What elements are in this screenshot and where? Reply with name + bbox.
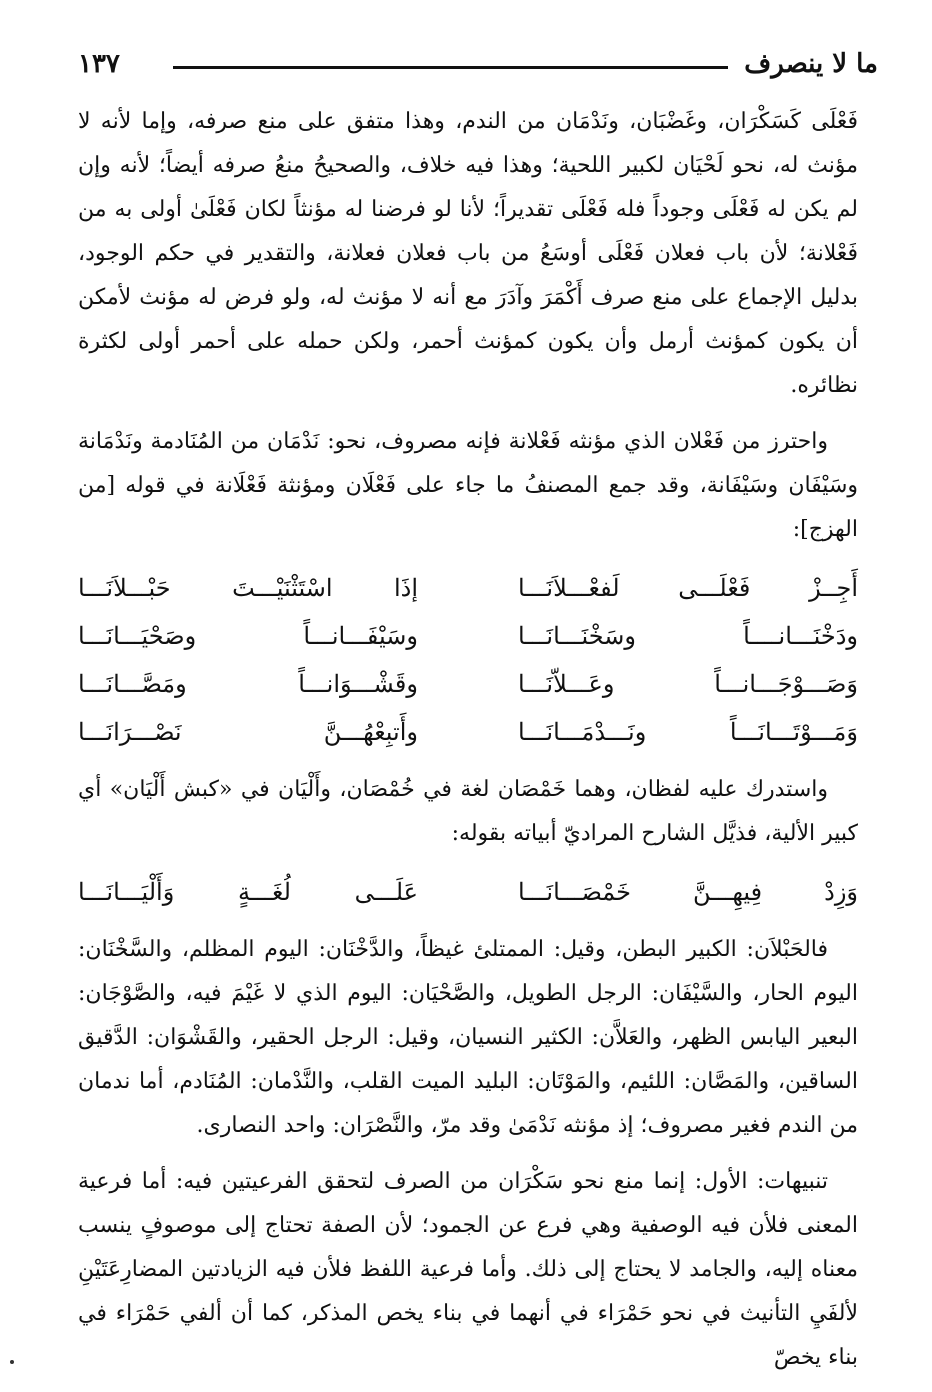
page-header <box>78 44 878 84</box>
verse-line <box>78 612 858 660</box>
verse-first-hemistich: ودَخْنَـــانــــاً وسَخْنَـــانَـــا <box>518 622 858 650</box>
verse-line <box>78 660 858 708</box>
verse-second-hemistich: وأَتبِعْهُـــنَّ نَصْـــرَانَـــا <box>78 718 418 746</box>
scan-mark <box>10 1360 14 1364</box>
verse-second-hemistich: عَلَـــى لُغَـــةٍ وَأَلْيَـــانَـــا <box>78 878 418 906</box>
verse-line <box>78 708 858 756</box>
verse-first-hemistich: أَجِــزْ فَعْلَـــى لَفعْـــلاَنَـــا <box>518 574 858 602</box>
verse-block <box>78 564 858 756</box>
verse-second-hemistich: وقَشْـــوَانـــاً ومَصَّـــانَـــا <box>78 670 418 698</box>
header-rule <box>173 66 728 69</box>
paragraph: واستدرك عليه لفظان، وهما خَمْصَان لغة في خُمْصَان، وأَلْيَان في «كبش أَلْيَان» أي كبير الألية، فذيَّل الشارح المراديّ أبياته بقوله: <box>78 777 858 846</box>
page-body <box>78 100 858 1392</box>
paragraph: تنبيهات: الأول: إنما منع نحو سَكْرَان من الصرف لتحقق الفرعيتين فيه: أما فرعية المعنى فلأن فيه الوصفية وهي فرع عن الجمود؛ لأن الصفة تحتاج إلى موصوفٍ ينسب معناه إليه، والجامد لا يحتاج إلى ذلك. وأما فرعية اللفظ فلأن فيه الزيادتين المضارِعَتَيْنِ لألفَيِ التأنيث في نحو حَمْرَاء في أنهما في بناء يخص المذكر، كما أن ألفي حَمْرَاء في بناء يخصّ <box>78 1169 858 1370</box>
verse-second-hemistich: إذَا اسْتَثْنَيْـــتَ حَبْـــلاَنَـــا <box>78 574 418 602</box>
verse-line <box>78 868 858 916</box>
verse-line <box>78 564 858 612</box>
verse-first-hemistich: وَمَـــوْتَـــانَـــاً ونَـــدْمَـــانَـــا <box>518 718 858 746</box>
paragraph: واحترز من فَعْلان الذي مؤنثه فَعْلانة فإنه مصروف، نحو: نَدْمَان من المُنَادمة ونَدْمَانة وسَيْفَان وسَيْفَانة، وقد جمع المصنفُ ما جاء على فَعْلَان ومؤنثة فَعْلَانة في قوله [من الهزج]: <box>78 429 858 542</box>
chapter-title: ما لا ينصرف <box>744 49 878 79</box>
verse-first-hemistich: وَزِدْ فِيهِـــنَّ خَمْصَـــانَـــا <box>518 878 858 906</box>
verse-block <box>78 868 858 916</box>
verse-second-hemistich: وسَيْفَـــانـــاً وصَحْيَـــانَـــا <box>78 622 418 650</box>
verse-first-hemistich: وَصَـــوْجَـــانـــاً وعَـــلاّنَـــا <box>518 670 858 698</box>
paragraph: فالحَبْلاَن: الكبير البطن، وقيل: الممتلئ غيظاً، والدَّخْنَان: اليوم المظلم، والسَّخْنَان: اليوم الحار، والسَّيْفَان: الرجل الطويل، والصَّحْيَان: اليوم الذي لا غَيْمَ فيه، والصَّوْجَان: البعير اليابس الظهر، والعَلاَّن: الكثير النسيان، وقيل: الرجل الحقير، والقَشْوَان: الدَّقيق الساقين، والمَصَّان: اللئيم، والمَوْتَان: البليد الميت القلب، والنَّدْمان: المُنَادم، أما ندمان من الندم فغير مصروف؛ إذ مؤنثه نَدْمَىٰ وقد مرّ، والنَّصْرَان: واحد النصارى. <box>78 937 858 1138</box>
paragraph: فَعْلَى كَسَكْرَان، وغَضْبَان، ونَدْمَان من الندم، وهذا متفق على منع صرفه، وإما لأنه لا مؤنث له، نحو لَحْيَان لكبير اللحية؛ وهذا فيه خلاف، والصحيحُ منعُ صرفه أيضاً؛ لأنه وإن لم يكن له فَعْلَى وجوداً فله فَعْلَى تقديراً؛ لأنا لو فرضنا له مؤنثاً لكان فَعْلَىٰ أولى به من فَعْلانة؛ لأن باب فعلان فَعْلَى أوسَعُ من باب فعلان فعلانة، والتقدير في حكم الوجود، بدليل الإجماع على منع صرف أَكْمَرَ وآدَرَ مع أنه لا مؤنث له، ولو فرض له مؤنث لأمكن أن يكون كمؤنث أرمل وأن يكون كمؤنث أحمر، ولكن حمله على أحمر أولى لكثرة نظائره. <box>78 109 858 398</box>
page-number: ١٣٧ <box>78 49 120 79</box>
